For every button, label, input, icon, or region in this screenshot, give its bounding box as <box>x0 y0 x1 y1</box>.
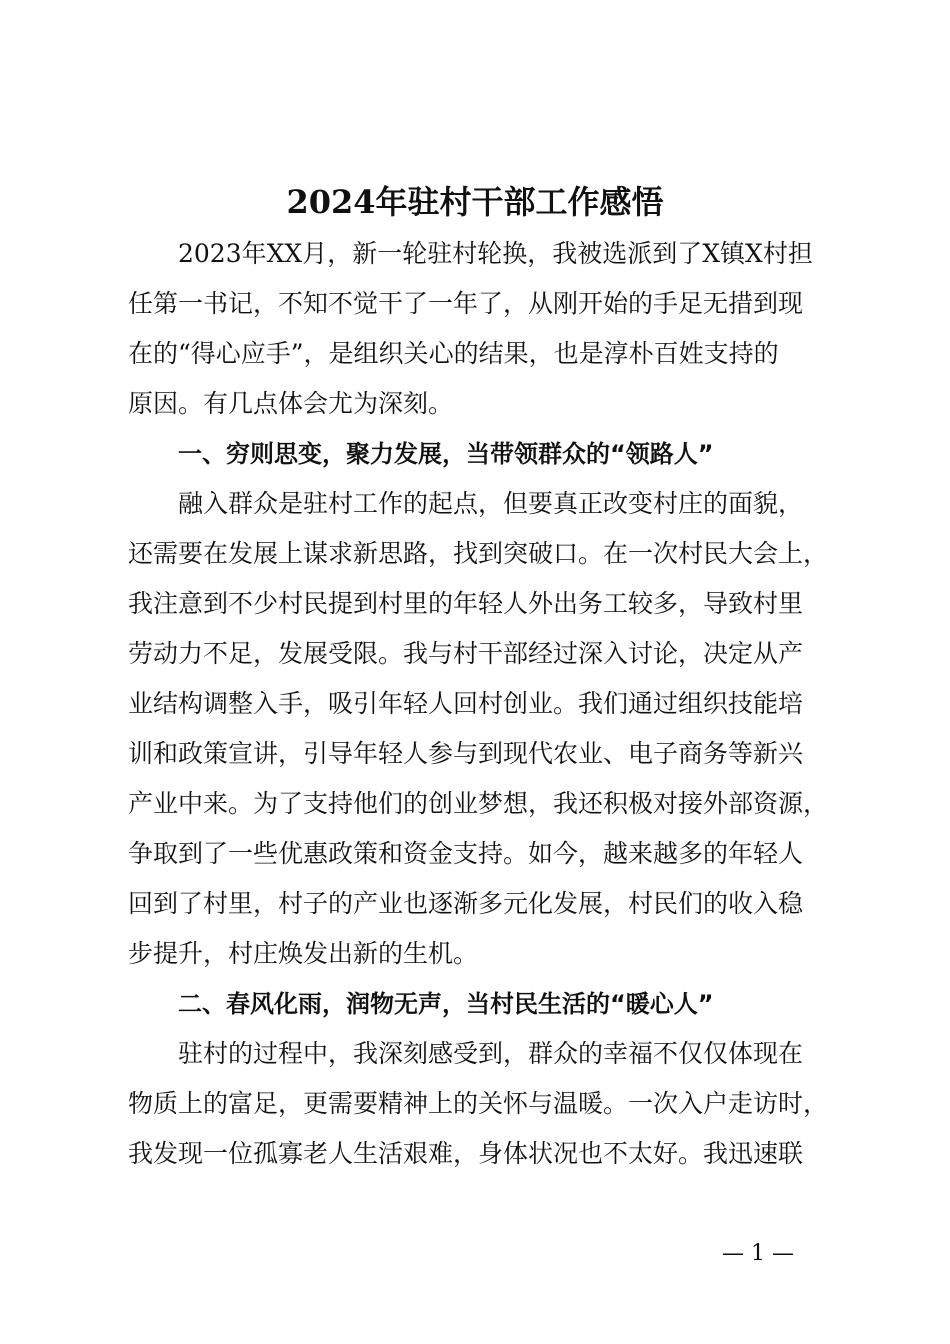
paragraph-line: 回到了村里，村子的产业也逐渐多元化发展，村民们的收入稳 <box>128 889 804 918</box>
paragraph-line: 争取到了一些优惠政策和资金支持。如今，越来越多的年轻人 <box>128 839 804 868</box>
paragraph-line: 在的“得心应手”，是组织关心的结果，也是淳朴百姓支持的 <box>128 339 779 368</box>
paragraph-line: 2023年XX月，新一轮驻村轮换，我被选派到了X镇X村担 <box>178 239 813 268</box>
paragraph-line: 物质上的富足，更需要精神上的关怀与温暖。一次入户走访时， <box>128 1089 829 1118</box>
paragraph-line: 原因。有几点体会尤为深刻。 <box>128 389 454 418</box>
paragraph-line: 劳动力不足，发展受限。我与村干部经过深入讨论，决定从产 <box>128 639 804 668</box>
paragraph-line: 我注意到不少村民提到村里的年轻人外出务工较多，导致村里 <box>128 589 804 618</box>
paragraph-line: 还需要在发展上谋求新思路，找到突破口。在一次村民大会上， <box>128 539 829 568</box>
paragraph-line: 融入群众是驻村工作的起点，但要真正改变村庄的面貌， <box>178 489 804 518</box>
document-title: 2024年驻村干部工作感悟 <box>286 183 664 221</box>
paragraph-line: 训和政策宣讲，引导年轻人参与到现代农业、电子商务等新兴 <box>128 739 804 768</box>
section-heading-2: 二、春风化雨，润物无声，当村民生活的“暖心人” <box>178 990 714 1018</box>
section-heading-1: 一、穷则思变，聚力发展，当带领群众的“领路人” <box>178 440 714 468</box>
paragraph-line: 产业中来。为了支持他们的创业梦想，我还积极对接外部资源， <box>128 789 829 818</box>
paragraph-line: 任第一书记，不知不觉干了一年了，从刚开始的手足无措到现 <box>128 289 804 318</box>
paragraph-line: 驻村的过程中，我深刻感受到，群众的幸福不仅仅体现在 <box>178 1039 804 1068</box>
paragraph-line: 业结构调整入手，吸引年轻人回村创业。我们通过组织技能培 <box>128 689 804 718</box>
paragraph-line: 我发现一位孤寡老人生活艰难，身体状况也不太好。我迅速联 <box>128 1139 804 1168</box>
paragraph-line: 步提升，村庄焕发出新的生机。 <box>128 939 479 968</box>
page-number: — 1 — <box>722 1241 794 1266</box>
